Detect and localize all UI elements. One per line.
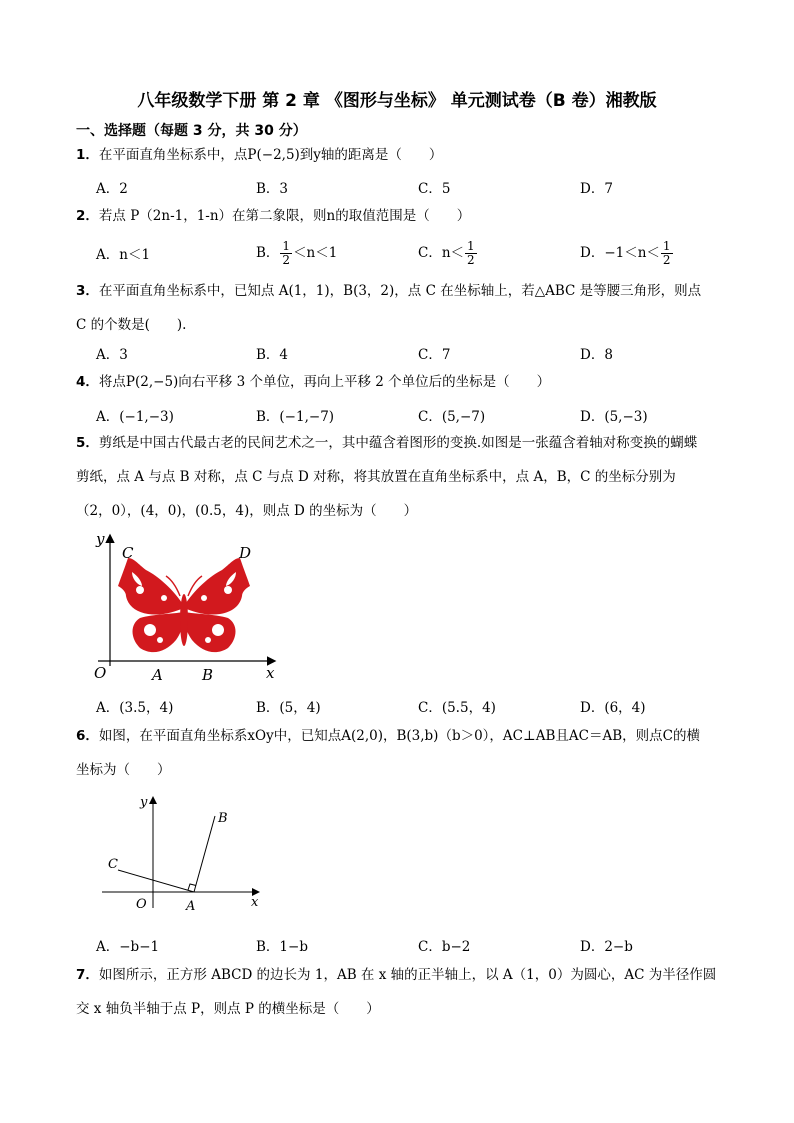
option-c: C．5 (418, 181, 451, 197)
option-a: A．3 (96, 347, 128, 363)
fraction: $\frac{1}{2}$ (467, 239, 475, 267)
option-b: B．1−b (256, 939, 308, 955)
option-b: B．3 (256, 181, 289, 197)
question-text-line-3: （2，0），(4，0)，(0.5，4)，则点 D 的坐标为（ ） (76, 503, 418, 519)
option-a: A．(−1,−3) (96, 409, 174, 425)
option-b: B．(5，4) (256, 700, 321, 716)
option-d: D．−1＜n＜ $\frac{1}{2}$ (580, 239, 671, 267)
option-c: C．(5,−7) (418, 409, 486, 425)
question-text-line-2: 坐标为（ ） (76, 762, 171, 778)
question-number: 5． (76, 435, 99, 451)
question-text: 若点 P（2n-1，1-n）在第二象限，则n的取值范围是（ ） (98, 208, 471, 224)
point-a-label: A (186, 899, 196, 914)
question-5-options (96, 696, 736, 720)
question-text-line-2: 剪纸，点 A 与点 B 对称，点 C 与点 D 对称，将其放置在直角坐标系中，点 A，B，C 的坐标分别为 (76, 469, 676, 485)
question-number: 3． (76, 283, 99, 299)
question-text-line-2: 交 x 轴负半轴于点 P，则点 P 的横坐标是（ ） (76, 1001, 380, 1017)
question-number: 1． (76, 147, 99, 163)
question-text: 在平面直角坐标系中，已知点 A(1，1)，B(3，2)，点 C 在坐标轴上，若△ABC 是等腰三角形，则点 (98, 283, 702, 299)
option-c: C．b−2 (418, 939, 471, 955)
question-text: 剪纸是中国古代最古老的民间艺术之一，其中蕴含着图形的变换.如图是一张蕴含着轴对称变换的蝴蝶 (98, 435, 698, 451)
point-d-label: D (239, 544, 252, 562)
option-a: A．n＜1 (96, 247, 151, 263)
option-b: B． $\frac{1}{2}$ ＜n＜1 (256, 239, 338, 267)
question-number: 6． (76, 728, 99, 744)
option-b: B．4 (256, 347, 289, 363)
butterfly-icon (118, 558, 250, 652)
option-c: C．n＜ $\frac{1}{2}$ (418, 239, 475, 267)
question-3 (76, 274, 726, 342)
question-4 (76, 365, 726, 399)
point-b-label: B (218, 811, 228, 826)
option-c: C．7 (418, 347, 451, 363)
question-6-options (96, 935, 736, 959)
option-d: D．(5,−3) (580, 409, 648, 425)
question-2-options (96, 239, 736, 267)
question-text: 在平面直角坐标系中，点P(−2,5)到y轴的距离是（ ） (98, 147, 443, 163)
question-1-options (96, 177, 736, 201)
x-axis-label: x (266, 664, 275, 682)
option-c: C．(5.5，4) (418, 700, 496, 716)
origin-label: O (136, 897, 147, 912)
question-6 (76, 719, 726, 787)
question-1 (76, 138, 726, 172)
y-axis-label: y (96, 530, 105, 548)
question-number: 7． (76, 967, 99, 983)
question-number: 2． (76, 208, 99, 224)
point-b-label: B (202, 666, 214, 684)
question-2 (76, 199, 726, 233)
point-c-label: C (108, 857, 118, 872)
question-3-options (96, 343, 736, 367)
fraction: $\frac{1}{2}$ (662, 239, 671, 267)
option-b: B．(−1,−7) (256, 409, 335, 425)
segment-ac (118, 870, 194, 892)
fraction: $\frac{1}{2}$ (282, 239, 291, 267)
page-title: 八年级数学下册 第 2 章 《图形与坐标》 单元测试卷（B 卷）湘教版 (137, 91, 657, 111)
segment-ab (194, 816, 215, 892)
option-d: D．8 (580, 347, 613, 363)
option-d: D．(6，4) (580, 700, 646, 716)
option-a: A．−b−1 (96, 939, 160, 955)
origin-label: O (94, 664, 107, 682)
question-number: 4． (76, 374, 99, 390)
point-a-label: A (152, 666, 163, 684)
option-a: A．2 (96, 181, 128, 197)
question-text-line-2: C 的个数是( ). (76, 317, 187, 333)
butterfly-figure (88, 528, 280, 686)
geometry-figure (98, 790, 268, 920)
question-text: 如图，在平面直角坐标系xOy中，已知点A(2,0)，B(3,b)（b＞0），AC⊥AB且AC＝AB，则点C的横 (98, 728, 700, 744)
question-5 (76, 426, 726, 528)
question-text: 如图所示，正方形 ABCD 的边长为 1，AB 在 x 轴的正半轴上，以 A（1，0）为圆心，AC 为半径作圆 (98, 967, 717, 983)
point-c-label: C (122, 544, 134, 562)
question-text: 将点P(2,−5)向右平移 3 个单位，再向上平移 2 个单位后的坐标是（ ） (98, 374, 551, 390)
x-axis-label: x (251, 895, 259, 910)
question-7 (76, 958, 726, 1026)
option-d: D．2−b (580, 939, 633, 955)
option-a: A．(3.5，4) (96, 700, 174, 716)
y-axis-label: y (140, 795, 148, 810)
section-heading: 一、选择题（每题 3 分，共 30 分） (76, 123, 307, 139)
option-d: D．7 (580, 181, 613, 197)
